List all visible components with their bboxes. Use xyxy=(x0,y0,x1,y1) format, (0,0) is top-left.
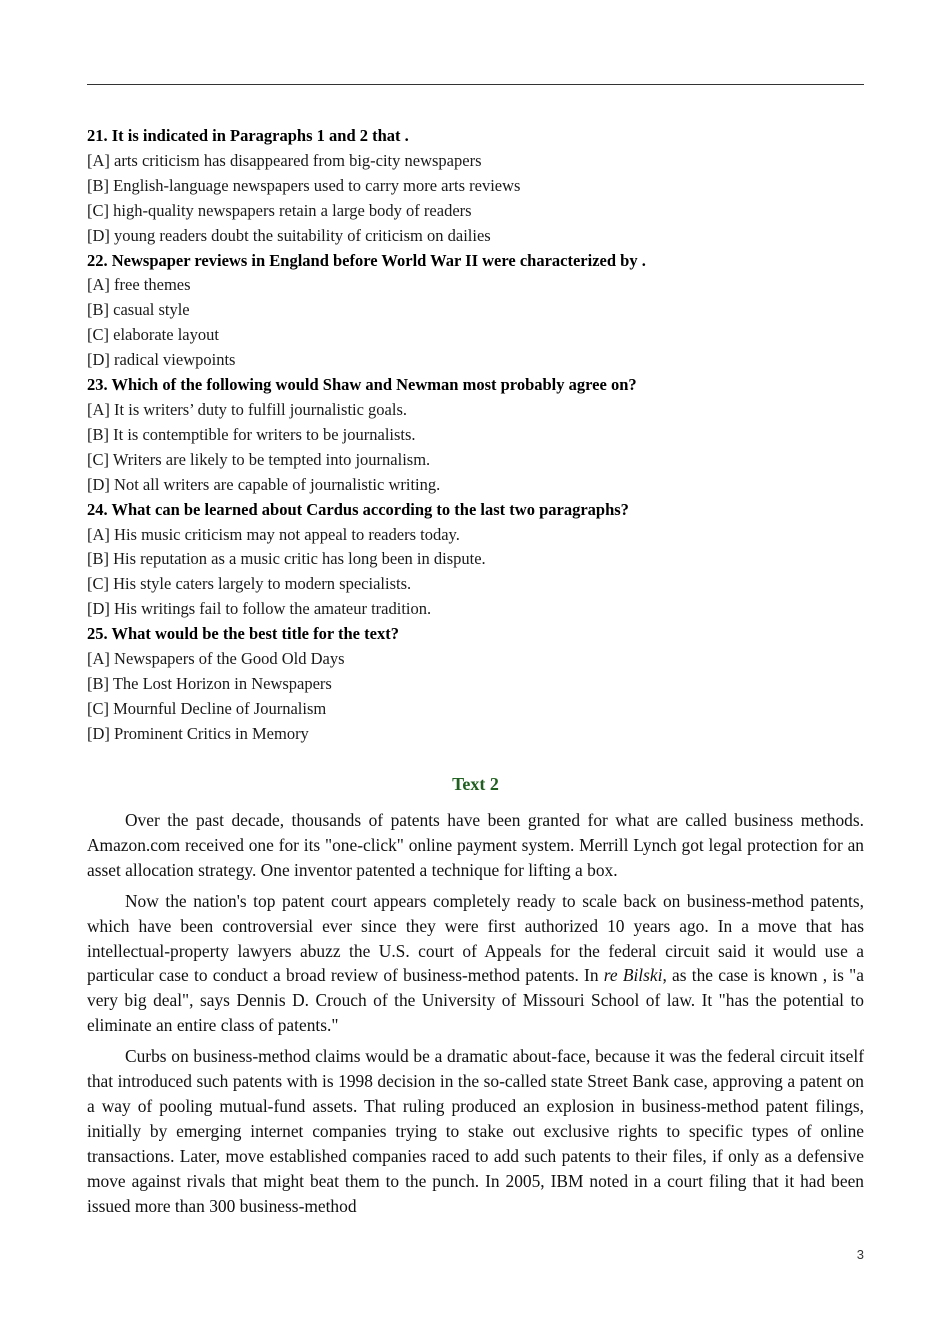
question-24 xyxy=(87,498,864,623)
answer-option: [D] His writings fail to follow the amateur tradition. xyxy=(87,599,432,619)
header-rule xyxy=(87,84,864,85)
answer-option: [A] It is writers’ duty to fulfill journalistic goals. xyxy=(87,399,408,419)
answer-option: [C] Mournful Decline of Journalism xyxy=(87,698,327,718)
answer-option: [A] Newspapers of the Good Old Days xyxy=(87,649,345,669)
question-stem: 22. Newspaper reviews in England before World War II were characterized by . xyxy=(87,250,646,270)
answer-option: [D] radical viewpoints xyxy=(87,350,236,370)
answer-option: [C] elaborate layout xyxy=(87,325,219,345)
paragraph-text: Now the nation's top patent court appears completely ready to scale back on business-method patents, which have been controversial ever since they were first authorized 10 years ago. In a move that has intellectual-property lawyers abuzz the U.S. court of Appeals for the federal circuit said it would use a particular case to conduct a broad review of business-method patents. In xyxy=(87,890,864,986)
passage-paragraph-2 xyxy=(87,889,864,1038)
answer-option: [B] The Lost Horizon in Newspapers xyxy=(87,673,332,693)
answer-option: [D] young readers doubt the suitability of criticism on dailies xyxy=(87,225,491,245)
question-22 xyxy=(87,249,864,374)
question-23 xyxy=(87,373,864,498)
answer-option: [B] His reputation as a music critic has long been in dispute. xyxy=(87,549,486,569)
section-title: Text 2 xyxy=(452,774,499,794)
answer-option: [B] It is contemptible for writers to be journalists. xyxy=(87,424,416,444)
answer-option: [A] arts criticism has disappeared from big-city newspapers xyxy=(87,150,482,170)
answer-option: [D] Not all writers are capable of journalistic writing. xyxy=(87,474,441,494)
question-list xyxy=(87,124,864,747)
reading-passage xyxy=(87,808,864,1225)
answer-option: [D] Prominent Critics in Memory xyxy=(87,723,309,743)
answer-option: [B] English-language newspapers used to carry more arts reviews xyxy=(87,175,521,195)
answer-option: [A] His music criticism may not appeal to readers today. xyxy=(87,524,460,544)
answer-option: [B] casual style xyxy=(87,300,190,320)
question-25 xyxy=(87,622,864,747)
answer-option: [C] high-quality newspapers retain a large body of readers xyxy=(87,200,472,220)
question-stem: 24. What can be learned about Cardus according to the last two paragraphs? xyxy=(87,499,629,519)
question-stem: 23. Which of the following would Shaw and Newman most probably agree on? xyxy=(87,375,637,395)
paragraph-text: , as the case is known , is "a very big deal", says Dennis D. Crouch of the University of Missouri School of law. It "has the potential to eliminate an entire class of patents." xyxy=(87,965,864,1036)
passage-paragraph-3: Curbs on business-method claims would be a dramatic about-face, because it was the federal circuit itself that introduced such patents with is 1998 decision in the so-called state Street Bank case, approving a patent on a way of pooling mutual-fund assets. That ruling produced an explosion in business-method patent filings, initially by emerging internet companies trying to stake out exclusive rights to specific types of online transactions. Later, move established companies raced to add such patents to their files, if only as a defensive move against rivals that might beat them to the punch. In 2005, IBM noted in a court filing that it had been issued more than 300 business-method xyxy=(87,1046,864,1216)
case-name: re Bilski xyxy=(603,965,663,986)
answer-option: [A] free themes xyxy=(87,275,191,295)
question-stem: 21. It is indicated in Paragraphs 1 and 2 that . xyxy=(87,126,409,145)
page-number: 3 xyxy=(856,1247,864,1262)
answer-option: [C] Writers are likely to be tempted into journalism. xyxy=(87,449,431,469)
question-stem: 25. What would be the best title for the text? xyxy=(87,624,399,644)
answer-option: [C] His style caters largely to modern specialists. xyxy=(87,574,412,594)
passage-paragraph-1: Over the past decade, thousands of patents have been granted for what are called business methods. Amazon.com received one for its "one-click" online payment system. Merrill Lynch got legal protection for an asset allocation strategy. One inventor patented a technique for lifting a box. xyxy=(87,810,864,880)
question-21 xyxy=(87,124,864,249)
